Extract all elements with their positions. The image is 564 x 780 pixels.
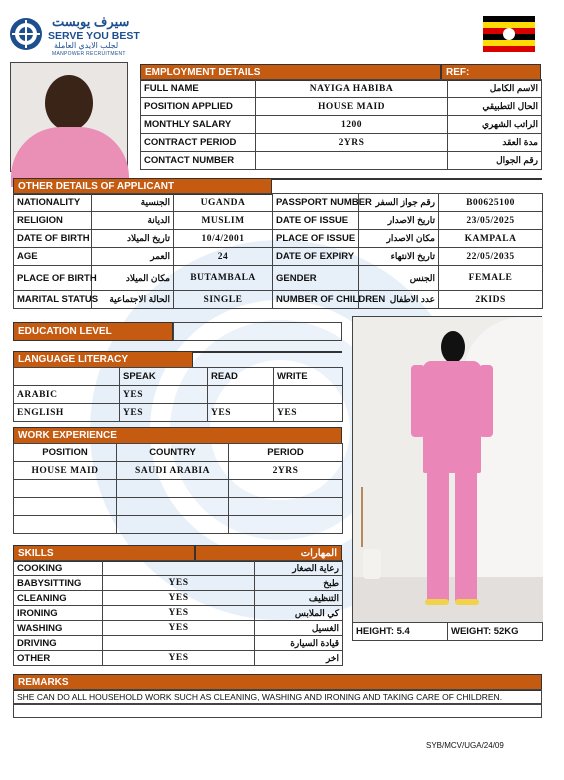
table-row: MONTHLY SALARY 1200 الراتب الشهري [141, 116, 542, 134]
applicant-table [13, 193, 543, 309]
skills-header-arabic: المهارات [195, 545, 342, 562]
body-measurements [352, 622, 543, 641]
education-value [173, 322, 342, 341]
table-row: DATE OF BIRTH تاريخ الميلاد 10/4/2001 PLACE OF ISSUE مكان الاصدار KAMPALA [14, 230, 543, 248]
language-header-right [193, 351, 342, 353]
reference-code: SYB/MCV/UGA/24/09 [426, 741, 504, 750]
logo-arabic: سيرف يوبست [52, 14, 130, 29]
table-row: IRONING YES كي الملابس [14, 606, 343, 621]
uganda-flag-icon [483, 16, 535, 52]
remarks-text: SHE CAN DO ALL HOUSEHOLD WORK SUCH AS CLEANING, WASHING AND IRONING AND TAKING CARE OF CHILDREN. [13, 689, 542, 704]
table-row [14, 498, 343, 516]
height-value: HEIGHT: 5.4 [353, 623, 448, 641]
logo-brand: SERVE YOU BEST [48, 30, 140, 42]
table-row [353, 623, 543, 641]
table-row: CONTACT NUMBER رقم الجوال [141, 152, 542, 170]
table-row: ENGLISH YES YES YES [14, 404, 343, 422]
table-row: SPEAK READ WRITE [14, 368, 343, 386]
table-row: PLACE OF BIRTH مكان الميلاد BUTAMBALA GENDER الجنس FEMALE [14, 266, 543, 291]
applicant-full-photo [352, 316, 542, 622]
employment-header: EMPLOYMENT DETAILS [140, 64, 441, 81]
table-row: RELIGION الديانة MUSLIM DATE OF ISSUE تاريخ الاصدار 23/05/2025 [14, 212, 543, 230]
language-table [13, 367, 343, 422]
skills-header: SKILLS [13, 545, 195, 562]
globe-icon [8, 16, 44, 52]
language-header: LANGUAGE LITERACY [13, 351, 193, 368]
table-row: FULL NAME NAYIGA HABIBA الاسم الكامل [141, 80, 542, 98]
employment-table [140, 79, 542, 170]
remarks-header: REMARKS [13, 674, 542, 691]
remarks-blank [13, 704, 542, 718]
skills-table [13, 560, 343, 666]
table-row: MARITAL STATUS الحالة الاجتماعية SINGLE NUMBER OF CHILDREN عدد الاطفال 2KIDS [14, 291, 543, 309]
table-row: CLEANING YES التنظيف [14, 591, 343, 606]
table-row: POSITION COUNTRY PERIOD [14, 444, 343, 462]
table-row: ARABIC YES [14, 386, 343, 404]
table-row [14, 516, 343, 534]
company-logo [8, 14, 148, 60]
applicant-header-right [272, 178, 542, 180]
table-row: NATIONALITY الجنسية UGANDA PASSPORT NUMBER رقم جواز السفر B00625100 [14, 194, 543, 212]
education-header: EDUCATION LEVEL [13, 322, 173, 341]
applicant-header: OTHER DETAILS OF APPLICANT [13, 178, 272, 195]
logo-tagline: MANPOWER RECRUITMENT [52, 51, 126, 57]
logo-arabic-sub: لجلب الايدي العاملة [54, 41, 119, 50]
table-row: HOUSE MAID SAUDI ARABIA 2YRS [14, 462, 343, 480]
weight-value: WEIGHT: 52KG [448, 623, 543, 641]
table-row: WASHING YES الغسيل [14, 621, 343, 636]
table-row: POSITION APPLIED HOUSE MAID الحال التطبيقي [141, 98, 542, 116]
table-row: OTHER YES اخر [14, 651, 343, 666]
table-row: DRIVING قيادة السيارة [14, 636, 343, 651]
ref-label: REF: [441, 64, 541, 81]
table-row: AGE العمر 24 DATE OF EXPIRY تاريخ الانتهاء 22/05/2035 [14, 248, 543, 266]
table-row: CONTRACT PERIOD 2YRS مدة العقد [141, 134, 542, 152]
applicant-portrait [10, 62, 128, 172]
work-header: WORK EXPERIENCE [13, 427, 342, 444]
work-table [13, 443, 343, 534]
table-row [14, 480, 343, 498]
table-row: BABYSITTING YES طبخ [14, 576, 343, 591]
table-row: COOKING رعاية الصغار [14, 561, 343, 576]
